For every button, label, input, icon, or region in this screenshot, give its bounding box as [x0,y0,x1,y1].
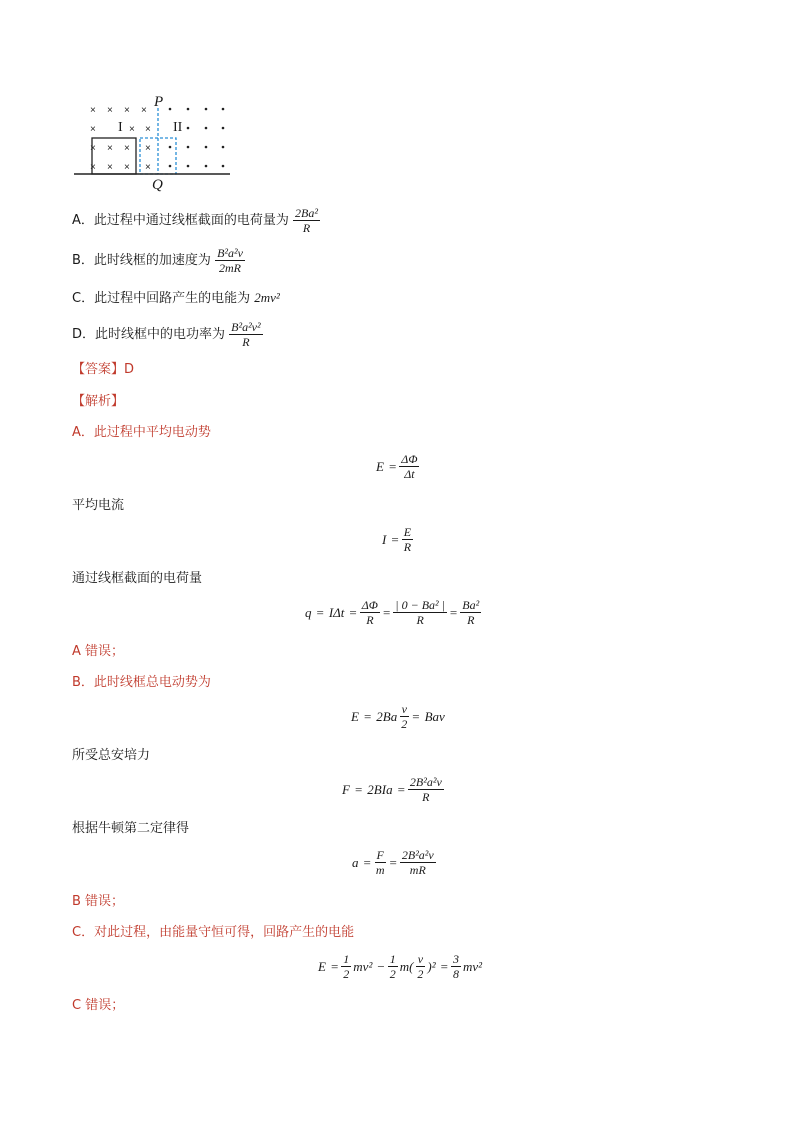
option-d-text: D．此时线框中的电功率为 [72,327,226,342]
option-a-text: A．此过程中通过线框截面的电荷量为 [72,213,289,228]
svg-text:×: × [141,105,147,116]
option-c-formula: 2mv² [254,290,280,305]
label-q: Q [152,177,163,193]
svg-text:×: × [90,105,96,116]
label-region-2: II [173,120,183,135]
option-b [72,246,245,275]
newton-law-text: 根据牛顿第二定律得 [72,821,190,836]
equation-acceleration: a = $\frac{F}{m}$ = $\frac{\text{2B²a²v}}{mR}$ [352,848,434,877]
svg-text:×: × [107,105,113,116]
svg-text:×: × [145,143,151,154]
avg-current-text: 平均电流 [72,498,125,513]
cross-marks-region-1 [90,105,151,173]
solution-b-title: B．此时线框总电动势为 [72,675,211,690]
equation-energy: E = $\frac{1}{2}$ mv² − $\frac{1}{2}$ m( $\frac{v}{2}$ )² = $\frac{3}{8}$ mv² [318,952,483,981]
option-b-formula: $\frac{\text{B²a²v}}{2mR}$ [217,246,243,275]
solution-a-title: A．此过程中平均电动势 [72,425,211,440]
analysis-label: 【解析】 [72,394,125,409]
label-region-1: I [118,120,123,135]
svg-text:×: × [107,143,113,154]
option-b-text: B．此时线框的加速度为 [72,253,211,268]
svg-text:×: × [145,124,151,135]
svg-text:×: × [90,143,96,154]
answer: 【答案】D [72,362,135,377]
equation-ampere-force: F = 2BIa = $\frac{\text{2B²a²v}}{R}$ [342,775,442,804]
option-a [72,206,320,235]
equation-total-emf: E = 2Ba $\frac{v}{2}$ = Bav [351,702,445,731]
option-d-formula: $\frac{\text{B²a²v²}}{R}$ [231,320,261,349]
solution-c-wrong: C 错误； [72,998,125,1013]
svg-text:×: × [145,162,151,173]
solution-a-wrong: A 错误； [72,644,125,659]
svg-text:×: × [124,143,130,154]
svg-text:×: × [90,162,96,173]
svg-text:×: × [129,124,135,135]
ampere-force-text: 所受总安培力 [72,748,151,763]
option-d [72,320,263,349]
solution-c-title: C．对此过程，由能量守恒可得，回路产生的电能 [72,925,355,940]
solution-b-wrong: B 错误； [72,894,125,909]
svg-text:×: × [124,162,130,173]
equation-emf-average: E = $\frac{\Delta\Phi}{\Delta t}$ [376,452,418,481]
label-p: P [154,94,164,110]
svg-text:×: × [90,124,96,135]
option-c-text: C．此过程中回路产生的电能为 [72,291,251,306]
svg-text:×: × [107,162,113,173]
option-c [72,289,280,308]
option-a-formula: $\frac{\text{2Ba²}}{R}$ [295,206,318,235]
svg-text:×: × [124,105,130,116]
charge-text: 通过线框截面的电荷量 [72,571,203,586]
equation-charge: q = IΔt = $\frac{\Delta\Phi}{R}$ = $\frac{\text{| 0 − Ba² |}}{R}$ = $\frac{\text{Ba²}}{R}$ [305,598,480,627]
dot-marks-region-2 [169,108,225,168]
equation-current: I = $\frac{E}{R}$ [382,525,412,554]
